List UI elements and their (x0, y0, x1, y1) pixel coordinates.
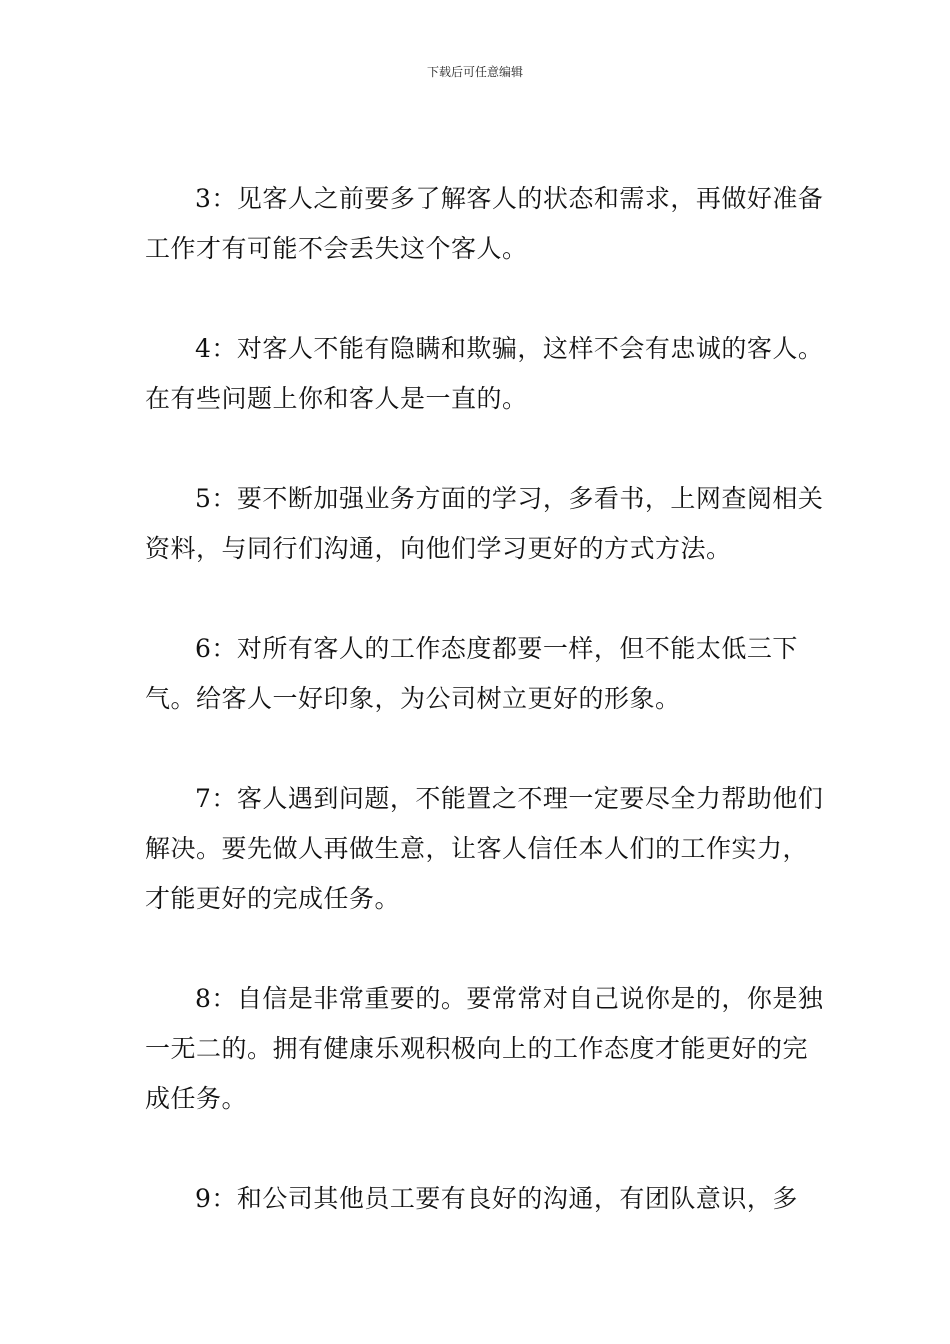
document-body (145, 174, 825, 1274)
paragraph-6: 6：对所有客人的工作态度都要一样，但不能太低三下气。给客人一好印象，为公司树立更好的形象。 (145, 634, 798, 713)
paragraph-8: 8：自信是非常重要的。要常常对自己说你是的，你是独一无二的。拥有健康乐观积极向上的工作态度才能更好的完成任务。 (145, 984, 824, 1113)
paragraph-7: 7：客人遇到问题，不能置之不理一定要尽全力帮助他们解决。要先做人再做生意，让客人信任本人们的工作实力，才能更好的完成任务。 (145, 784, 824, 913)
paragraph-5: 5：要不断加强业务方面的学习，多看书，上网查阅相关资料，与同行们沟通，向他们学习更好的方式方法。 (145, 484, 824, 563)
paragraph-3: 3：见客人之前要多了解客人的状态和需求，再做好准备工作才有可能不会丢失这个客人。 (145, 184, 824, 263)
page-header: 下载后可任意编辑 (426, 65, 523, 79)
paragraph-4: 4：对客人不能有隐瞒和欺骗，这样不会有忠诚的客人。在有些问题上你和客人是一直的。 (145, 334, 824, 413)
paragraph-9: 9：和公司其他员工要有良好的沟通，有团队意识，多 (195, 1184, 798, 1213)
